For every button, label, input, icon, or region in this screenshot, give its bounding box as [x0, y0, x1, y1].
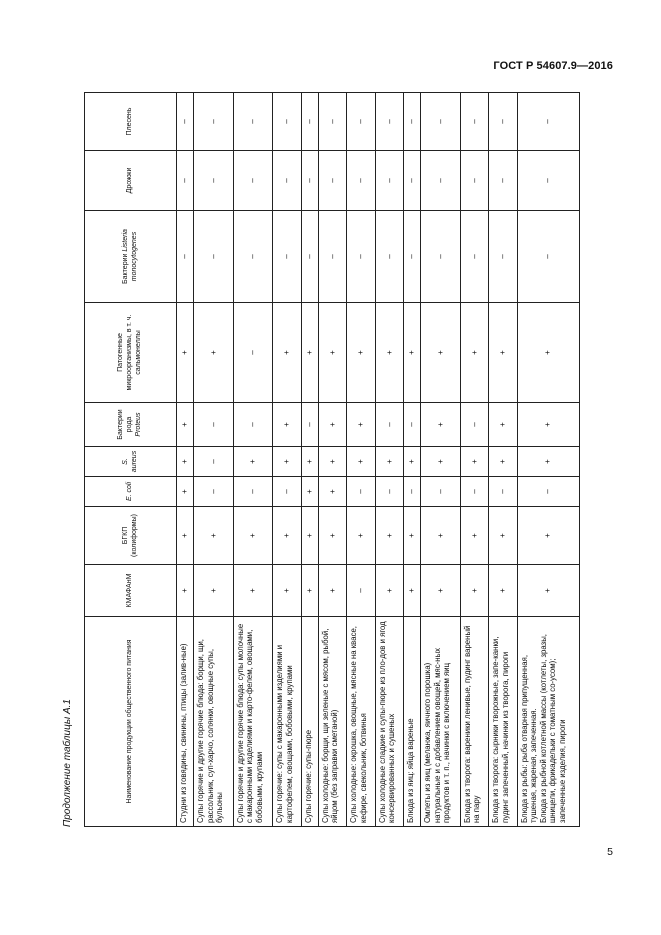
- indicator-cell: +: [301, 565, 318, 617]
- indicator-cell: –: [460, 211, 488, 303]
- table-row: [421, 93, 461, 827]
- indicator-cell: –: [194, 211, 234, 303]
- indicator-cell: –: [404, 151, 421, 211]
- indicator-cell: –: [375, 403, 403, 447]
- indicator-cell: +: [347, 507, 375, 565]
- indicator-cell: +: [517, 447, 579, 477]
- indicator-cell: +: [460, 507, 488, 565]
- indicator-cell: +: [489, 447, 517, 477]
- indicator-cell: +: [177, 447, 194, 477]
- table-row: [273, 93, 301, 827]
- indicator-cell: +: [301, 507, 318, 565]
- indicator-cell: +: [517, 303, 579, 403]
- table-header-row: [85, 93, 177, 827]
- indicator-cell: +: [404, 447, 421, 477]
- indicator-cell: –: [233, 93, 273, 151]
- table-row: [177, 93, 194, 827]
- indicator-cell: –: [421, 477, 461, 507]
- product-name-cell: Блюда из творога: сырники творожные, запе-канки, пудинг запеченный, начинки из творога, пироги: [489, 617, 517, 827]
- product-name-cell: Блюда из рыбы: рыба отварная припущенная, тушеная, жареная, запеченная. Блюда из рыбной котлетной массы (котлеты, зразы, шницели, фрикадельки с томатным со-усом); запеченные изделия, пироги: [517, 617, 579, 827]
- indicator-cell: +: [375, 447, 403, 477]
- product-name-cell: Супы горячие: супы-пюре: [301, 617, 318, 827]
- indicator-cell: +: [194, 507, 234, 565]
- indicator-cell: –: [347, 565, 375, 617]
- indicator-cell: –: [517, 211, 579, 303]
- indicator-cell: +: [318, 303, 346, 403]
- indicator-cell: –: [194, 477, 234, 507]
- product-name-cell: Омлеты из яиц (меланжа, яичного порошка) натуральные и с добавлением овощей, мяс-ных продуктов и т. п., начинки с включением яиц: [421, 617, 461, 827]
- indicator-cell: –: [318, 151, 346, 211]
- indicator-cell: –: [194, 403, 234, 447]
- indicator-cell: +: [421, 507, 461, 565]
- table-row: [404, 93, 421, 827]
- indicator-cell: +: [460, 303, 488, 403]
- indicator-cell: –: [347, 151, 375, 211]
- column-header-label: Дрожжи: [126, 167, 134, 194]
- column-header-label: Listeria monocytogenes: [121, 229, 138, 282]
- indicator-cell: +: [347, 447, 375, 477]
- indicator-cell: +: [517, 507, 579, 565]
- indicator-cell: –: [404, 403, 421, 447]
- indicator-cell: +: [301, 447, 318, 477]
- indicator-cell: –: [273, 477, 301, 507]
- indicator-cell: +: [177, 303, 194, 403]
- column-header: [85, 93, 177, 151]
- product-name-cell: Супы холодные: окрошка, овощные, мясные на квасе, кефире, свекольник, ботвинья: [347, 617, 375, 827]
- indicator-cell: –: [421, 211, 461, 303]
- product-name-cell: Супы холодные: борщи, щи зеленые с мясом, рыбой, яйцом (без заправки сметаной): [318, 617, 346, 827]
- document-title: ГОСТ Р 54607.9—2016: [493, 60, 613, 72]
- indicator-cell: +: [273, 507, 301, 565]
- indicator-cell: +: [301, 477, 318, 507]
- indicator-cell: +: [421, 565, 461, 617]
- table-row: [375, 93, 403, 827]
- indicator-cell: –: [460, 93, 488, 151]
- indicator-cell: –: [404, 93, 421, 151]
- column-header: [85, 565, 177, 617]
- indicator-cell: –: [273, 151, 301, 211]
- table-caption: Продолжение таблицы А.1: [62, 699, 73, 827]
- column-header-label: E. coli: [126, 481, 134, 502]
- indicator-cell: –: [460, 403, 488, 447]
- indicator-cell: –: [375, 151, 403, 211]
- indicator-cell: +: [517, 403, 579, 447]
- indicator-cell: –: [517, 151, 579, 211]
- indicator-cell: +: [460, 447, 488, 477]
- indicator-cell: –: [318, 93, 346, 151]
- column-header: [85, 303, 177, 403]
- product-name-cell: Супы горячие: супы с макаронными изделиями и картофелем, овощами, бобовыми, крупами: [273, 617, 301, 827]
- indicator-cell: +: [347, 403, 375, 447]
- indicator-cell: –: [347, 211, 375, 303]
- data-table: [84, 92, 580, 827]
- indicator-cell: +: [318, 477, 346, 507]
- indicator-cell: +: [273, 447, 301, 477]
- column-header: [85, 151, 177, 211]
- indicator-cell: +: [301, 303, 318, 403]
- column-header: [85, 477, 177, 507]
- indicator-cell: –: [194, 93, 234, 151]
- indicator-cell: –: [301, 403, 318, 447]
- column-header: [85, 211, 177, 303]
- indicator-cell: +: [233, 565, 273, 617]
- table-row: [233, 93, 273, 827]
- indicator-cell: –: [517, 477, 579, 507]
- table-body: [177, 93, 580, 827]
- indicator-cell: –: [489, 93, 517, 151]
- indicator-cell: –: [375, 93, 403, 151]
- column-header: [85, 447, 177, 477]
- column-header-label: S. aureus: [121, 450, 138, 473]
- product-name-cell: Супы горячие и другие горячие блюда: борщи, щи, рассольник, суп-харчо, солянки, овощные супы, бульоны: [194, 617, 234, 827]
- indicator-cell: +: [347, 303, 375, 403]
- indicator-cell: –: [301, 93, 318, 151]
- indicator-cell: +: [421, 447, 461, 477]
- indicator-cell: +: [273, 565, 301, 617]
- indicator-cell: +: [460, 565, 488, 617]
- indicator-cell: +: [177, 403, 194, 447]
- column-header-label: Наименование продукции общественного питания: [126, 639, 134, 804]
- indicator-cell: –: [347, 477, 375, 507]
- column-header: [85, 617, 177, 827]
- table-row: [318, 93, 346, 827]
- product-name-cell: Супы холодные сладкие и супы-пюре из пло-дов и ягод консервированных и сушеных: [375, 617, 403, 827]
- rotated-table-area: [62, 92, 581, 827]
- indicator-cell: +: [517, 565, 579, 617]
- indicator-cell: +: [375, 507, 403, 565]
- indicator-cell: –: [301, 151, 318, 211]
- product-name-cell: Блюда из яиц: яйца вареные: [404, 617, 421, 827]
- page-number: 5: [607, 846, 613, 858]
- indicator-cell: +: [177, 477, 194, 507]
- column-header-label: Патогенные микроорганизмы, в т. ч. сальмонеллы: [117, 314, 142, 391]
- column-header-label: КМАФАнМ: [126, 573, 134, 608]
- table-row: [301, 93, 318, 827]
- indicator-cell: –: [177, 211, 194, 303]
- table-row: [460, 93, 488, 827]
- indicator-cell: –: [177, 151, 194, 211]
- indicator-cell: +: [421, 403, 461, 447]
- column-header: [85, 507, 177, 565]
- indicator-cell: +: [375, 303, 403, 403]
- indicator-cell: +: [233, 447, 273, 477]
- indicator-cell: +: [318, 565, 346, 617]
- indicator-cell: +: [375, 565, 403, 617]
- table-row: [517, 93, 579, 827]
- indicator-cell: –: [194, 151, 234, 211]
- column-header: [85, 403, 177, 447]
- indicator-cell: –: [233, 303, 273, 403]
- indicator-cell: +: [404, 565, 421, 617]
- product-name-cell: Студни из говядины, свинины, птицы (залив-ные): [177, 617, 194, 827]
- indicator-cell: –: [421, 151, 461, 211]
- indicator-cell: –: [233, 403, 273, 447]
- indicator-cell: +: [404, 303, 421, 403]
- indicator-cell: +: [194, 303, 234, 403]
- indicator-cell: +: [177, 565, 194, 617]
- landscape-table-block: [62, 92, 581, 827]
- indicator-cell: +: [318, 403, 346, 447]
- indicator-cell: +: [318, 447, 346, 477]
- indicator-cell: –: [489, 211, 517, 303]
- indicator-cell: +: [273, 303, 301, 403]
- indicator-cell: +: [318, 507, 346, 565]
- indicator-cell: –: [460, 477, 488, 507]
- indicator-cell: +: [421, 303, 461, 403]
- indicator-cell: –: [194, 447, 234, 477]
- column-header-prefix: Бактерии: [121, 251, 129, 284]
- indicator-cell: –: [460, 151, 488, 211]
- indicator-cell: +: [489, 403, 517, 447]
- table-row: [194, 93, 234, 827]
- product-name-cell: Супы горячие и другие горячие блюда: супы молочные с макаронными изделиями и карто-фелем, овощами, бобовыми, крупами: [233, 617, 273, 827]
- indicator-cell: +: [489, 507, 517, 565]
- indicator-cell: –: [489, 151, 517, 211]
- column-header-label: Proteus: [134, 412, 142, 437]
- indicator-cell: –: [347, 93, 375, 151]
- indicator-cell: –: [404, 211, 421, 303]
- indicator-cell: –: [404, 477, 421, 507]
- indicator-cell: –: [273, 93, 301, 151]
- indicator-cell: +: [233, 507, 273, 565]
- indicator-cell: –: [375, 211, 403, 303]
- table-row: [347, 93, 375, 827]
- indicator-cell: –: [233, 477, 273, 507]
- column-header-label: БГКП (колиформы): [121, 514, 138, 557]
- indicator-cell: –: [233, 151, 273, 211]
- indicator-cell: –: [375, 477, 403, 507]
- column-header-prefix: Бактерии рода: [117, 409, 134, 440]
- indicator-cell: –: [489, 477, 517, 507]
- indicator-cell: –: [301, 211, 318, 303]
- indicator-cell: +: [489, 303, 517, 403]
- indicator-cell: –: [421, 93, 461, 151]
- indicator-cell: +: [177, 507, 194, 565]
- indicator-cell: +: [404, 507, 421, 565]
- indicator-cell: –: [318, 211, 346, 303]
- indicator-cell: –: [273, 211, 301, 303]
- indicator-cell: +: [489, 565, 517, 617]
- table-row: [489, 93, 517, 827]
- product-name-cell: Блюда из творога: вареники ленивые, пудинг вареный на пару: [460, 617, 488, 827]
- indicator-cell: –: [233, 211, 273, 303]
- column-header-label: Плесень: [126, 107, 134, 136]
- indicator-cell: +: [194, 565, 234, 617]
- indicator-cell: –: [177, 93, 194, 151]
- indicator-cell: –: [517, 93, 579, 151]
- indicator-cell: +: [273, 403, 301, 447]
